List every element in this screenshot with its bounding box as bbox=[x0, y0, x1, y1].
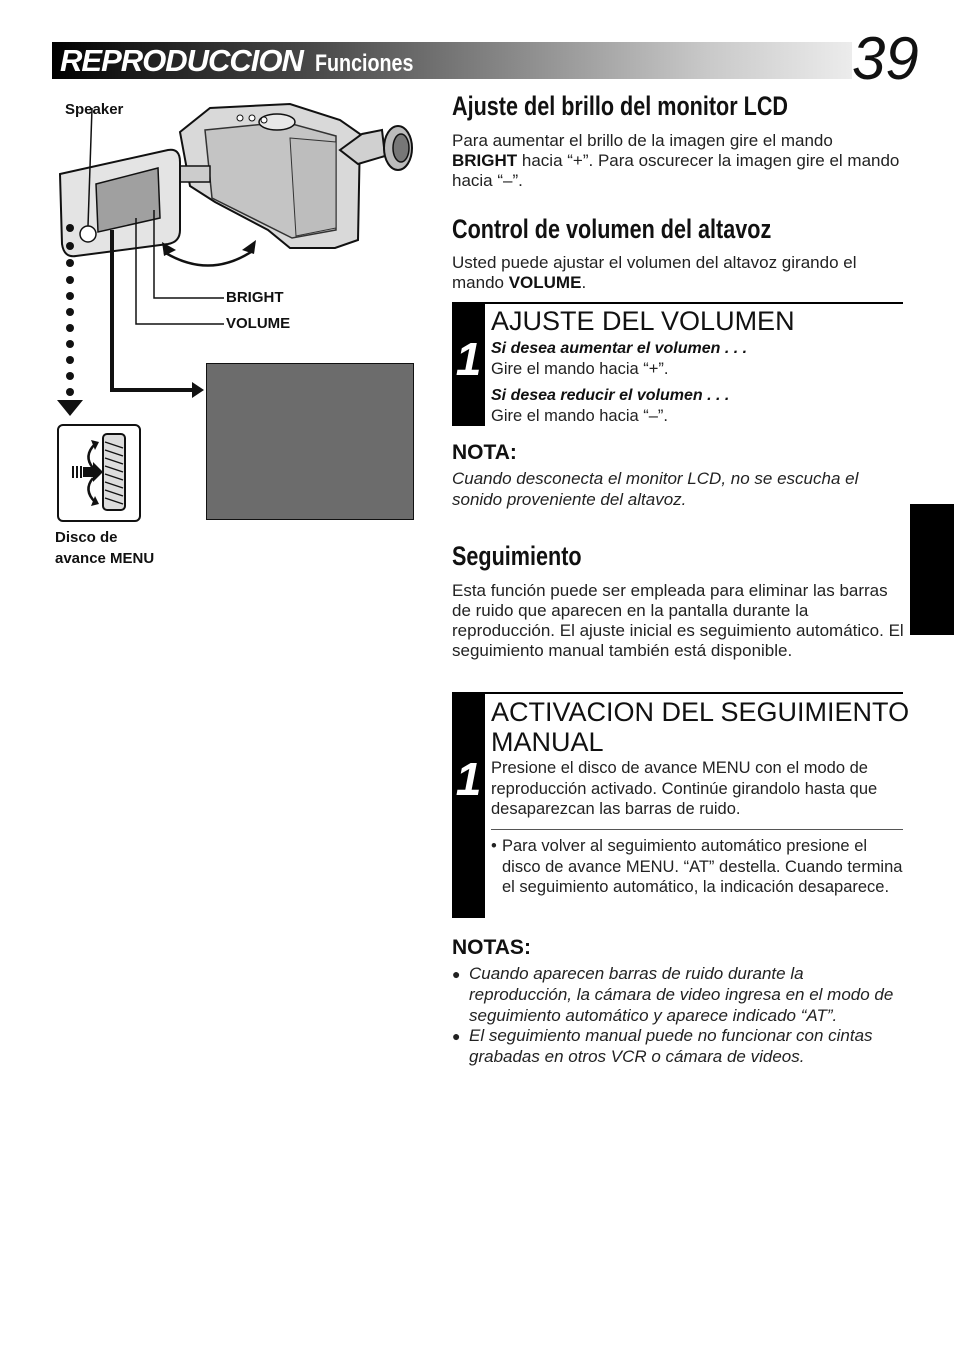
volume-control-name: VOLUME bbox=[508, 273, 582, 292]
step-volume-body: Si desea aumentar el volumen . . . Gire el mando hacia “+”. Si desea reducir el volumen . . . Gire el mando hacia “–”. bbox=[491, 340, 748, 425]
notas-item: ● Cuando aparecen barras de ruido durante la reproducción, la cámara de video ingresa en el modo de seguimiento automático y aparece indicado “AT”. bbox=[452, 964, 897, 1026]
step-tracking-bar bbox=[452, 692, 485, 918]
step-volume-rule bbox=[452, 302, 903, 304]
menu-dial-label: Disco de avance MENU bbox=[55, 529, 155, 567]
step-tracking-divider bbox=[491, 829, 903, 830]
nota-text: Cuando desconecta el monitor LCD, no se escucha el sonido proveniente del altavoz. bbox=[452, 469, 859, 509]
page-title bbox=[60, 42, 435, 79]
page-number: 39 bbox=[852, 25, 919, 92]
bright-label: BRIGHT bbox=[226, 289, 284, 306]
volume-label: VOLUME bbox=[226, 315, 291, 332]
down-arrow-icon bbox=[57, 400, 83, 416]
section-side-tab bbox=[910, 504, 954, 635]
brightness-heading: Ajuste del brillo del monitor LCD bbox=[452, 91, 789, 121]
tracking-text: Esta función puede ser empleada para eliminar las barras de ruido que aparecen en la pantalla durante la reproducción. El ajuste inicial es seguimiento automático. El seguimiento manual también está disponible. bbox=[452, 581, 904, 660]
step-volume-number: 1 bbox=[455, 333, 482, 385]
speaker-label: Speaker bbox=[65, 101, 124, 118]
step-tracking-rule bbox=[452, 692, 903, 694]
rotation-arrow-icon bbox=[164, 250, 254, 266]
tracking-heading: Seguimiento bbox=[452, 541, 582, 571]
menu-dial-icon bbox=[59, 426, 139, 520]
step-tracking-text: Presione el disco de avance MENU con el modo de reproducción activado. Continúe girandolo hasta que desaparezcan las barras de ruido. bbox=[491, 759, 878, 818]
section-title: REPRODUCCION bbox=[60, 43, 303, 78]
volume-heading: Control de volumen del altavoz bbox=[452, 214, 772, 244]
step-tracking-number: 1 bbox=[455, 753, 482, 805]
step-tracking-bullet: • Para volver al seguimiento automático presione el disco de avance MENU. “AT” destella. Cuando termina el seguimiento automático, la indicación desaparece. bbox=[491, 837, 903, 896]
notas-heading: NOTAS: bbox=[452, 936, 531, 959]
lcd-preview-screen bbox=[206, 363, 414, 520]
section-subtitle: Funciones bbox=[315, 50, 414, 77]
notas-list bbox=[452, 964, 897, 1068]
menu-dial-box bbox=[57, 424, 141, 522]
brightness-text: Para aumentar el brillo de la imagen gire el mando BRIGHT hacia “+”. Para oscurecer la imagen gire el mando hacia “–”. bbox=[452, 131, 900, 190]
volume-text: Usted puede ajustar el volumen del altavoz girando el mando VOLUME. bbox=[452, 253, 857, 292]
speaker-icon bbox=[80, 226, 96, 242]
notas-item: ● El seguimiento manual puede no funcionar con cintas grabadas en otros VCR o cámara de videos. bbox=[452, 1026, 897, 1068]
nota-heading: NOTA: bbox=[452, 441, 517, 464]
arrow-icon bbox=[192, 382, 204, 398]
step-volume-title: AJUSTE DEL VOLUMEN bbox=[491, 306, 795, 336]
bright-control-name: BRIGHT bbox=[452, 151, 518, 170]
step-tracking-title: ACTIVACION DEL SEGUIMIENTO MANUAL bbox=[491, 697, 910, 757]
